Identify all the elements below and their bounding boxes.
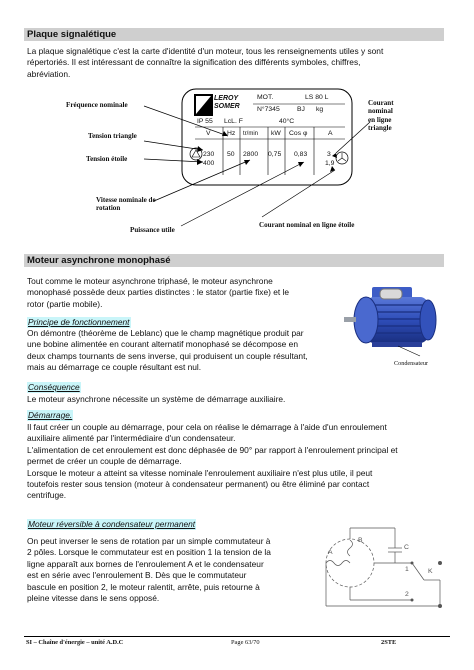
plate-lcl: LcL. F [224, 118, 243, 125]
plate-mot-label: MOT. [257, 94, 274, 101]
brand-bottom: SOMER [214, 103, 240, 110]
text-line: L'alimentation de cet enroulement est donc déphasée de 90° par rapport à l'enroulement principal et [27, 444, 398, 455]
terminal [438, 604, 442, 608]
text-line: mais au démarrage ce couple résultant est nul. [27, 362, 202, 373]
text-line: Tout comme le moteur asynchrone triphasé, le moteur asynchrone [27, 276, 273, 286]
plate-mot-value: LS 80 L [305, 94, 329, 101]
schema-label-a: A [328, 549, 333, 556]
text-line: Courant [368, 99, 394, 107]
label-puissance: Puissance utile [130, 226, 175, 234]
plate-serial: N°7345 [257, 106, 280, 113]
plate-kw: 0,75 [268, 151, 282, 158]
text-line: Lorsque le moteur a atteint sa vitesse nominale l'enroulement auxiliaire n'est plus utile, il peut [27, 467, 373, 478]
text-line: On démontre (théorème de Leblanc) que le champ magnétique produit par [27, 328, 304, 338]
text-line: nominal [368, 107, 393, 116]
text-line: Vitesse nominale de [96, 196, 156, 204]
demarrage-title: Démarrage. [28, 410, 73, 420]
schema-label-c: C [404, 544, 409, 551]
capacitor-caption: Condensateur [394, 360, 429, 367]
plate-header-a: A [328, 130, 333, 137]
text-line: La plaque signalétique c'est la carte d'identité d'un moteur, tous les renseignements utiles y sont [27, 46, 384, 56]
plate-hz: 50 [227, 151, 235, 158]
principe-title: Principe de fonctionnement [28, 317, 130, 327]
label-tension-triangle: Tension triangle [88, 132, 137, 140]
label-tension-etoile: Tension étoile [86, 155, 128, 163]
plate-a1: 3 [327, 151, 331, 158]
text-line: rotor (partie mobile). [27, 298, 103, 309]
brand-top: LEROY [214, 95, 239, 102]
footer-page: Page 63/70 [231, 639, 260, 646]
schema-label-2: 2 [405, 591, 409, 598]
plate-v1: 230 [203, 151, 215, 158]
text-line: permet de créer un couple de démarrage. [27, 456, 182, 467]
text-line: monophasé possède deux parties distinctes : le stator (partie fixe) et le [27, 287, 290, 298]
plate-bj: BJ [297, 106, 305, 113]
schema-label-k: K [428, 568, 433, 575]
text-line: triangle [368, 124, 392, 133]
plate-cos: 0,83 [294, 151, 308, 158]
footer-left: SI – Chaîne d'énergie – unité A.D.C [26, 639, 124, 646]
text-line: pleine vitesse dans le sens opposé. [27, 593, 160, 604]
text-line: On peut inverser le sens de rotation par un simple commutateur à [27, 536, 271, 546]
text-line: est en série avec l'enroulement B. Dès que le commutateur [27, 570, 247, 581]
text-line: en ligne [368, 115, 392, 124]
schema-label-b: B [358, 537, 363, 544]
plate-header-v: V [206, 130, 211, 137]
text-line: bascule en position 2, le moteur ralentit, arrête, puis retourne à [27, 581, 260, 592]
text-line: Il faut créer un couple au démarrage, pour cela on réalise le démarrage à l'aide d'un enroulement [27, 422, 387, 432]
plate-a2: 1,9 [325, 160, 335, 167]
text-line: rotation [96, 204, 121, 213]
consequence-text: Le moteur asynchrone nécessite un système de démarrage auxiliaire. [27, 394, 286, 404]
plate-header-rpm: tr/min [243, 131, 258, 137]
plate-ip: IP 55 [197, 118, 213, 125]
text-line: abréviation. [27, 68, 71, 79]
winding-a [326, 561, 350, 566]
text-line: toutefois rester sous tension (moteur à condensateur permanent) ou être éliminé par contact [27, 479, 370, 490]
plate-header-cos: Cos φ [289, 130, 308, 137]
terminal [438, 561, 442, 565]
reversible-title: Moteur réversible à condensateur permanent [28, 519, 196, 529]
plate-kg: kg [316, 106, 324, 113]
text-line: ligne apparaît aux bornes de l'enroulement A et le condensateur [27, 558, 264, 569]
consequence-title: Conséquence [28, 382, 80, 392]
winding-b [348, 540, 353, 556]
text-line: une bobine alimentée en courant alternatif monophasé se décompose en [27, 339, 298, 350]
plate-header-hz: Hz [227, 130, 236, 137]
text-line: répertoriés. Il est intéressant de connaître la signification des différents symboles, chiffres, [27, 57, 361, 68]
page-footer [24, 636, 450, 646]
label-courant-etoile: Courant nominal en ligne étoile [259, 221, 355, 229]
section-title: Moteur asynchrone monophasé [27, 255, 171, 266]
plate-temp: 40°C [279, 118, 295, 125]
text-line: centrifuge. [27, 490, 67, 501]
plate-header-kw: kW [271, 130, 281, 137]
section-title: Plaque signalétique [27, 29, 117, 40]
label-frequence: Fréquence nominale [66, 101, 128, 109]
text-line: deux champs tournants de sens inverse, qui produisent un couple résultant, [27, 350, 308, 361]
text-line: auxiliaire alimenté par l'intermédiaire d'un condensateur. [27, 433, 236, 444]
schema-label-1: 1 [405, 566, 409, 573]
plate-v2: 400 [203, 160, 215, 167]
plate-rpm: 2800 [243, 151, 259, 158]
text-line: 2 pôles. Lorsque le commutateur est en position 1 la tension de la [27, 547, 271, 558]
switch-k [412, 563, 424, 580]
footer-right: 2STE [381, 639, 397, 646]
